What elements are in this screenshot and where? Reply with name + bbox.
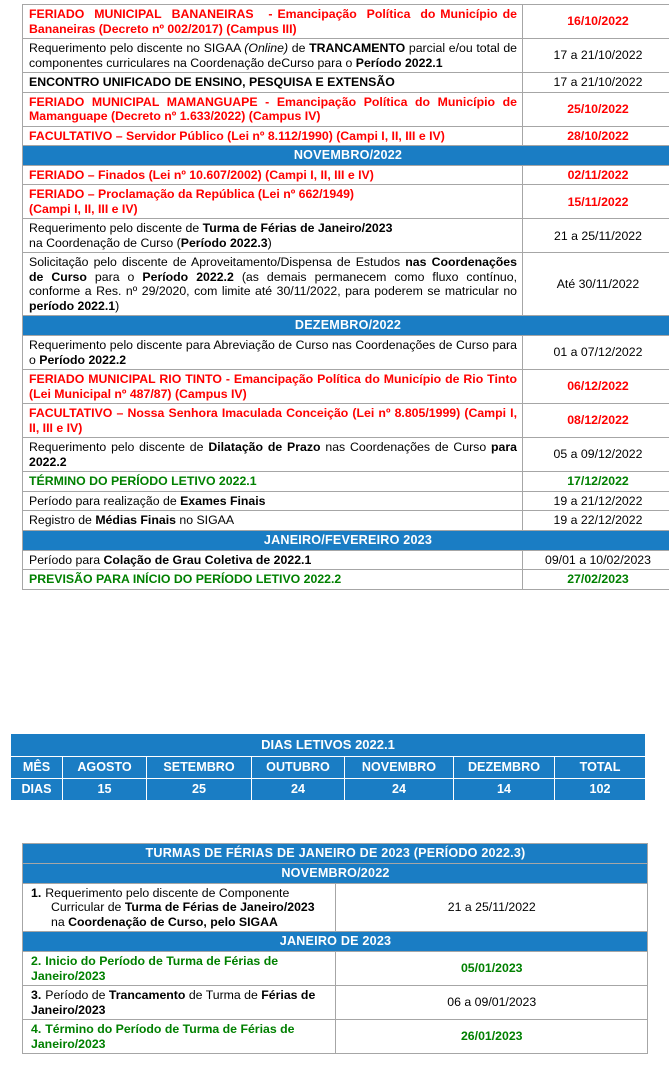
dias-letivos-month-agosto: AGOSTO <box>63 756 147 778</box>
item-number: 1. <box>31 885 42 900</box>
event-date: 27/02/2023 <box>523 570 669 590</box>
event-date: 28/10/2022 <box>523 126 669 146</box>
dias-letivos-title-row <box>11 734 646 757</box>
dias-letivos-month-novembro: NOVEMBRO <box>345 756 454 778</box>
table-row <box>23 126 669 146</box>
event-date: 06 a 09/01/2023 <box>335 986 648 1020</box>
dias-letivos-value-total: 102 <box>555 778 646 800</box>
turmas-ferias-title-row <box>23 844 648 864</box>
event-description: Registro de Médias Finais no SIGAA <box>23 511 523 531</box>
dias-letivos-value-outubro: 24 <box>252 778 345 800</box>
dias-letivos-value-novembro: 24 <box>345 778 454 800</box>
event-description: 1. Requerimento pelo discente de Componente Curricular de Turma de Férias de Janeiro/2023 na Coordenação de Curso, pelo SIGAA <box>23 883 336 932</box>
table-row <box>23 883 648 932</box>
event-description: FERIADO – Finados (Lei nº 10.607/2002) (Campi I, II, III e IV) <box>23 165 523 185</box>
event-date: 21 a 25/11/2022 <box>523 219 669 253</box>
table-row <box>23 986 648 1020</box>
event-description: FERIADO MUNICIPAL RIO TINTO - Emancipação Política do Município de Rio Tinto (Lei Municipal nº 487/87) (Campus IV) <box>23 370 523 404</box>
table-row <box>23 336 669 370</box>
dias-letivos-row-label-dias: DIAS <box>11 778 63 800</box>
event-description: FERIADO MUNICIPAL MAMANGUAPE - Emancipação Política do Município de Mamanguape (Decreto nº 1.633/2022) (Campus IV) <box>23 92 523 126</box>
event-description: FERIADO – Proclamação da República (Lei nº 662/1949) (Campi I, II, III e IV) <box>23 185 523 219</box>
dias-letivos-value-dezembro: 14 <box>454 778 555 800</box>
month-banner-dezembro-2022: DEZEMBRO/2022 <box>23 316 669 336</box>
table-row <box>23 253 669 316</box>
event-date: Até 30/11/2022 <box>523 253 669 316</box>
month-banner-janeiro-fevereiro-2023: JANEIRO/FEVEREIRO 2023 <box>23 530 669 550</box>
event-date: 02/11/2022 <box>523 165 669 185</box>
event-description <box>23 952 336 986</box>
event-date: 08/12/2022 <box>523 404 669 438</box>
month-banner-novembro-2022: NOVEMBRO/2022 <box>23 146 669 166</box>
dias-letivos-title: DIAS LETIVOS 2022.1 <box>11 734 646 757</box>
month-banner-row <box>23 316 669 336</box>
event-date: 19 a 22/12/2022 <box>523 511 669 531</box>
event-date: 05/01/2023 <box>335 952 648 986</box>
event-date: 17 a 21/10/2022 <box>523 73 669 93</box>
month-banner-row <box>23 146 669 166</box>
turmas-ferias-title: TURMAS DE FÉRIAS DE JANEIRO DE 2023 (PERÍODO 2022.3) <box>23 844 648 864</box>
event-description <box>23 1020 336 1054</box>
table-row <box>23 472 669 492</box>
table-row <box>23 491 669 511</box>
event-description: FACULTATIVO – Servidor Público (Lei nº 8.112/1990) (Campi I, II, III e IV) <box>23 126 523 146</box>
event-description: Requerimento pelo discente de Dilatação de Prazo nas Coordenações de Curso para 2022.2 <box>23 438 523 472</box>
table-row <box>23 370 669 404</box>
event-description: Requerimento pelo discente no SIGAA (Online) de TRANCAMENTO parcial e/ou total de componentes curriculares na Coordenação deCurso para o Período 2022.1 <box>23 39 523 73</box>
table-row <box>23 219 669 253</box>
dias-letivos-month-outubro: OUTUBRO <box>252 756 345 778</box>
table-row <box>23 550 669 570</box>
table-row <box>23 404 669 438</box>
table-row <box>23 570 669 590</box>
month-banner-row <box>23 932 648 952</box>
table-row <box>23 5 669 39</box>
table-row <box>23 165 669 185</box>
dias-letivos-table <box>10 733 646 801</box>
event-description: Período para realização de Exames Finais <box>23 491 523 511</box>
event-description: FERIADO MUNICIPAL BANANEIRAS - Emancipação Política do Município de Bananeiras (Decreto nº 002/2017) (Campus III) <box>23 5 523 39</box>
event-description: FACULTATIVO – Nossa Senhora Imaculada Conceição (Lei nº 8.805/1999) (Campi I, II, III e IV) <box>23 404 523 438</box>
item-number: 3. <box>31 988 42 1003</box>
month-banner-janeiro-2023-tf: JANEIRO DE 2023 <box>23 932 648 952</box>
month-banner-row <box>23 530 669 550</box>
dias-letivos-header-row <box>11 756 646 778</box>
event-date: 15/11/2022 <box>523 185 669 219</box>
event-date: 09/01 a 10/02/2023 <box>523 550 669 570</box>
month-banner-novembro-2022-tf: NOVEMBRO/2022 <box>23 863 648 883</box>
item-number: 4. <box>31 1022 42 1037</box>
dias-letivos-values-row <box>11 778 646 800</box>
event-date: 25/10/2022 <box>523 92 669 126</box>
event-date: 16/10/2022 <box>523 5 669 39</box>
event-description: Período para Colação de Grau Coletiva de 2022.1 <box>23 550 523 570</box>
event-description: Solicitação pelo discente de Aproveitamento/Dispensa de Estudos nas Coordenações de Curso para o Período 2022.2 (as demais permanecem como fluxo contínuo, conforme a Res. nº 29/2020, com limite até 30/11/2022, para poderem se matricular no período 2022.1) <box>23 253 523 316</box>
table-row <box>23 39 669 73</box>
main-calendar-table <box>22 4 669 590</box>
table-row <box>23 73 669 93</box>
event-description: PREVISÃO PARA INÍCIO DO PERÍODO LETIVO 2022.2 <box>23 570 523 590</box>
dias-letivos-row-label-mes: MÊS <box>11 756 63 778</box>
event-description: 3. Período de Trancamento de Turma de Férias de Janeiro/2023 <box>23 986 336 1020</box>
event-date: 01 a 07/12/2022 <box>523 336 669 370</box>
dias-letivos-month-dezembro: DEZEMBRO <box>454 756 555 778</box>
event-description-text: Término do Período de Turma de Férias de Janeiro/2023 <box>31 1022 295 1051</box>
event-date: 26/01/2023 <box>335 1020 648 1054</box>
table-row <box>23 185 669 219</box>
table-row <box>23 1020 648 1054</box>
event-description-text: Inicio do Período de Turma de Férias de Janeiro/2023 <box>31 954 279 983</box>
month-banner-row <box>23 863 648 883</box>
event-description: TÉRMINO DO PERÍODO LETIVO 2022.1 <box>23 472 523 492</box>
turmas-ferias-table <box>22 843 648 1054</box>
table-row <box>23 438 669 472</box>
event-date: 17/12/2022 <box>523 472 669 492</box>
event-date: 05 a 09/12/2022 <box>523 438 669 472</box>
event-date: 06/12/2022 <box>523 370 669 404</box>
table-row <box>23 511 669 531</box>
table-row <box>23 92 669 126</box>
event-description: Requerimento pelo discente para Abreviação de Curso nas Coordenações de Curso para o Período 2022.2 <box>23 336 523 370</box>
dias-letivos-total-label: TOTAL <box>555 756 646 778</box>
event-description: Requerimento pelo discente de Turma de Férias de Janeiro/2023 na Coordenação de Curso (Período 2022.3) <box>23 219 523 253</box>
dias-letivos-value-agosto: 15 <box>63 778 147 800</box>
dias-letivos-month-setembro: SETEMBRO <box>147 756 252 778</box>
dias-letivos-value-setembro: 25 <box>147 778 252 800</box>
item-number: 2. <box>31 954 42 969</box>
table-row <box>23 952 648 986</box>
event-date: 19 a 21/12/2022 <box>523 491 669 511</box>
event-description: ENCONTRO UNIFICADO DE ENSINO, PESQUISA E EXTENSÃO <box>23 73 523 93</box>
event-date: 21 a 25/11/2022 <box>335 883 648 932</box>
event-date: 17 a 21/10/2022 <box>523 39 669 73</box>
